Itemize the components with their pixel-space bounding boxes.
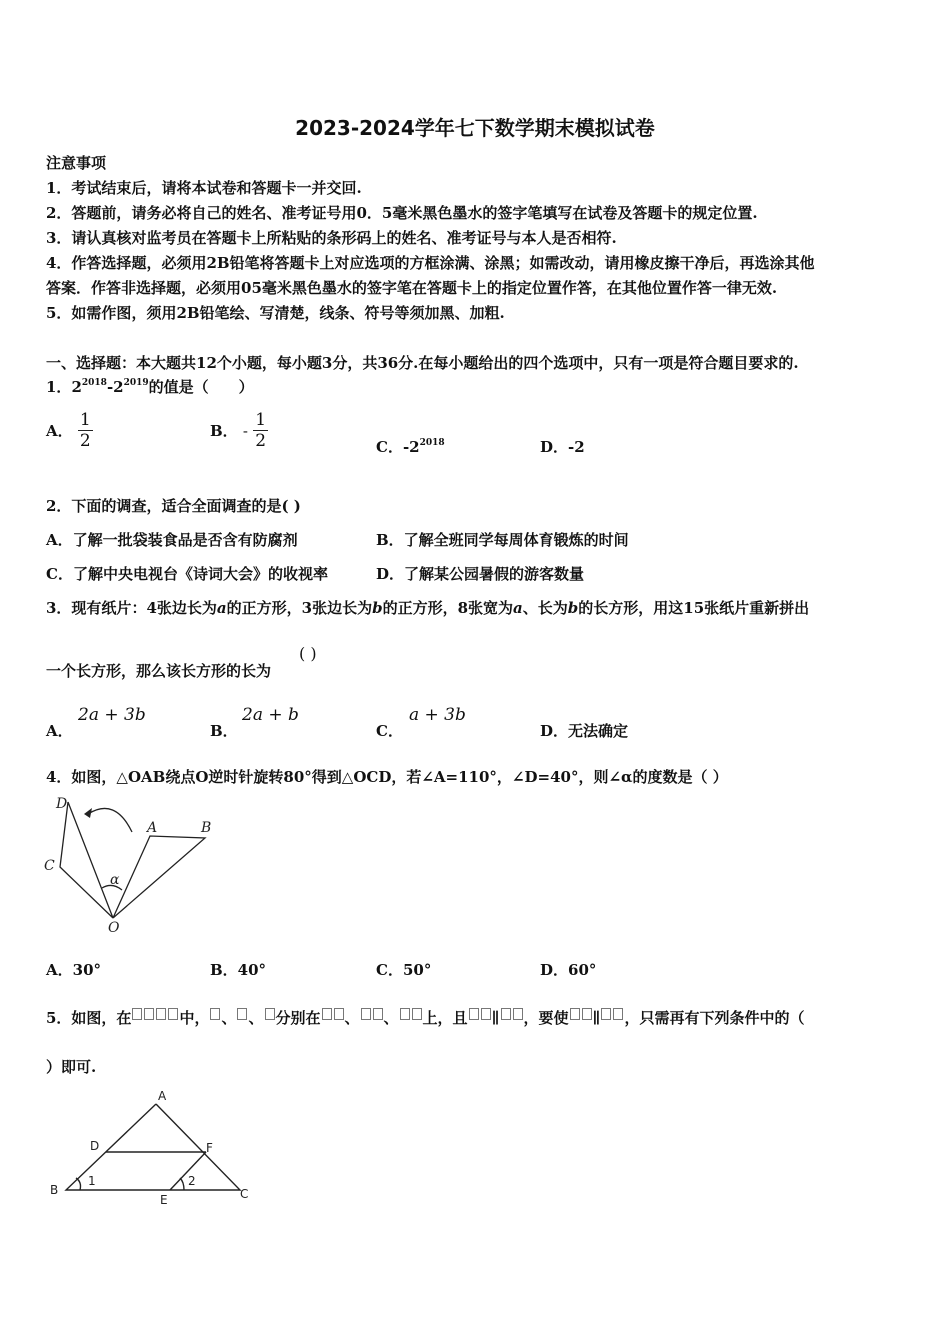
q5-sep: 、	[383, 1009, 399, 1027]
q2-option-a[interactable]: A．了解一批袋装食品是否含有防腐剂	[46, 531, 298, 549]
fraction-denominator: 2	[255, 431, 267, 451]
rotation-arrow	[88, 808, 132, 832]
q5-sep: 、	[248, 1009, 264, 1027]
var-b: b	[372, 599, 383, 617]
label-b: B	[201, 820, 212, 836]
q5-text: 5．如图，在	[46, 1009, 132, 1027]
notice-item: 1．考试结束后，请将本试卷和答题卡一并交回.	[46, 179, 362, 197]
q3-text: 的长方形，用这15张纸片重新拼出	[578, 599, 810, 617]
placeholder-glyph	[582, 1008, 592, 1020]
q2-option-d[interactable]: D．了解某公园暑假的游客数量	[376, 565, 585, 583]
q3-option-b-label[interactable]: B．	[210, 722, 238, 740]
q5-text: 上，且	[422, 1009, 468, 1027]
rotation-figure	[40, 792, 220, 932]
fraction-denominator: 2	[79, 431, 91, 451]
q5-text: ，只需再有下列条件中的（	[624, 1009, 805, 1027]
label-d: D	[90, 1139, 100, 1153]
fraction	[253, 410, 268, 451]
option-sign: -	[242, 421, 248, 440]
label-c: C	[44, 858, 55, 874]
q3-option-b-expr: 2a + b	[242, 705, 299, 725]
placeholder-glyph	[210, 1008, 220, 1020]
fraction-numerator: 1	[79, 410, 91, 430]
question-1-stem	[46, 376, 254, 397]
q1-tail: 的值是（ ）	[148, 378, 254, 396]
var-a: a	[216, 599, 227, 617]
arrow-head-icon	[84, 808, 92, 818]
option-label: D．	[540, 438, 569, 456]
option-exp: 2018	[419, 438, 445, 448]
notice-item: 4．作答选择题，必须用2B铅笔将答题卡上对应选项的方框涂满、涂黑；如需改动，请用橡皮擦干净后，再选涂其他	[46, 254, 815, 272]
question-3-stem	[46, 597, 809, 618]
triangle-figure	[44, 1086, 259, 1211]
q1-option-d[interactable]	[540, 436, 585, 457]
question-4-stem: 4．如图，△OAB绕点O逆时针旋转80°得到△OCD，若∠A=110°，∠D=40°，则∠α的度数是（ ）	[46, 768, 728, 786]
q3-text: 、长为	[522, 599, 568, 617]
parallel-symbol: ∥	[491, 1009, 500, 1027]
label-a: A	[158, 1089, 167, 1103]
label-o: O	[108, 920, 120, 932]
q3-option-c-expr: a + 3b	[409, 705, 466, 725]
placeholder-glyph	[513, 1008, 523, 1020]
q1-base2: 2	[113, 378, 124, 396]
option-value: -2	[568, 438, 585, 456]
q3-option-c-label[interactable]: C．	[376, 722, 403, 740]
label-f: F	[206, 1141, 213, 1155]
label-alpha: α	[110, 872, 120, 888]
q3-option-d[interactable]: D．无法确定	[540, 722, 629, 740]
q5-text: 中，	[179, 1009, 210, 1027]
q5-sep: 、	[344, 1009, 360, 1027]
q3-text: 的正方形，3张边长为	[226, 599, 373, 617]
question-3-line2: 一个长方形，那么该长方形的长为	[46, 662, 272, 680]
section-heading: 一、选择题：本大题共12个小题，每小题3分，共36分.在每小题给出的四个选项中，只有一项是符合题目要求的.	[46, 354, 799, 372]
q1-option-b[interactable]	[210, 410, 268, 451]
placeholder-glyph	[400, 1008, 410, 1020]
placeholder-glyph	[469, 1008, 479, 1020]
placeholder-glyph	[361, 1008, 371, 1020]
placeholder-glyph	[156, 1008, 166, 1020]
parallel-symbol: ∥	[592, 1009, 601, 1027]
fraction-numerator: 1	[255, 410, 267, 430]
label-c: C	[240, 1187, 249, 1201]
notice-item: 3．请认真核对监考员在答题卡上所粘贴的条形码上的姓名、准考证号与本人是否相符.	[46, 229, 617, 247]
triangle-ocd	[60, 802, 113, 918]
q5-text: 分别在	[275, 1009, 321, 1027]
q4-option-b[interactable]: B．40°	[210, 961, 267, 979]
question-5-stem	[46, 1007, 805, 1028]
q3-text: 的正方形，8张宽为	[382, 599, 514, 617]
q1-option-a[interactable]	[46, 410, 93, 451]
label-a: A	[147, 820, 158, 836]
notice-item: 2．答题前，请务必将自己的姓名、准考证号用0．5毫米黑色墨水的签字笔填写在试卷及答题卡的规定位置.	[46, 204, 758, 222]
q4-option-d[interactable]: D．60°	[540, 961, 597, 979]
option-label: A．	[46, 422, 73, 440]
q5-text: ，要使	[523, 1009, 569, 1027]
q1-exp2: 2019	[123, 378, 149, 388]
placeholder-glyph	[322, 1008, 332, 1020]
notice-item: 答案．作答非选择题，必须用05毫米黑色墨水的签字笔在答题卡上的指定位置作答，在其他位置作答一律无效.	[46, 279, 778, 297]
question-2-stem: 2．下面的调查，适合全面调查的是( )	[46, 497, 301, 515]
placeholder-glyph	[334, 1008, 344, 1020]
q1-exp1: 2018	[81, 378, 107, 388]
question-5-line2: ）即可.	[46, 1058, 97, 1076]
placeholder-glyph	[481, 1008, 491, 1020]
label-angle-1: 1	[88, 1174, 96, 1188]
placeholder-glyph	[373, 1008, 383, 1020]
var-b: b	[567, 599, 579, 617]
q3-option-a-expr: 2a + 3b	[78, 705, 146, 725]
placeholder-glyph	[237, 1008, 247, 1020]
page-title: 2023-2024学年七下数学期末模拟试卷	[295, 116, 655, 140]
var-a: a	[513, 599, 523, 617]
option-value: -2	[402, 438, 420, 456]
placeholder-glyph	[168, 1008, 178, 1020]
placeholder-glyph	[613, 1008, 623, 1020]
q1-minus: -	[106, 378, 114, 396]
notice-heading: 注意事项	[46, 154, 107, 172]
q2-option-b[interactable]: B．了解全班同学每周体育锻炼的时间	[376, 531, 629, 549]
fraction	[78, 410, 93, 451]
placeholder-glyph	[265, 1008, 275, 1020]
q3-text: 3．现有纸片：4张边长为	[46, 599, 217, 617]
label-e: E	[160, 1193, 168, 1207]
q3-option-a-label[interactable]: A．	[46, 722, 73, 740]
placeholder-glyph	[601, 1008, 611, 1020]
option-label: B．	[210, 422, 238, 440]
placeholder-glyph	[144, 1008, 154, 1020]
q5-sep: 、	[221, 1009, 237, 1027]
placeholder-glyph	[132, 1008, 142, 1020]
answer-paren: ( )	[299, 644, 317, 663]
q2-option-c[interactable]: C．了解中央电视台《诗词大会》的收视率	[46, 565, 328, 583]
q1-option-c[interactable]	[376, 436, 445, 457]
placeholder-glyph	[501, 1008, 511, 1020]
label-b: B	[50, 1183, 59, 1197]
notice-item: 5．如需作图，须用2B铅笔绘、写清楚，线条、符号等须加黑、加粗.	[46, 304, 505, 322]
label-d: D	[56, 796, 68, 812]
triangle-oab	[113, 836, 205, 918]
option-label: C．	[376, 438, 403, 456]
q1-base1: 2	[71, 378, 82, 396]
q4-option-c[interactable]: C．50°	[376, 961, 432, 979]
q4-option-a[interactable]: A．30°	[46, 961, 102, 979]
q1-num: 1．	[46, 378, 72, 396]
placeholder-glyph	[570, 1008, 580, 1020]
label-angle-2: 2	[188, 1174, 196, 1188]
placeholder-glyph	[412, 1008, 422, 1020]
